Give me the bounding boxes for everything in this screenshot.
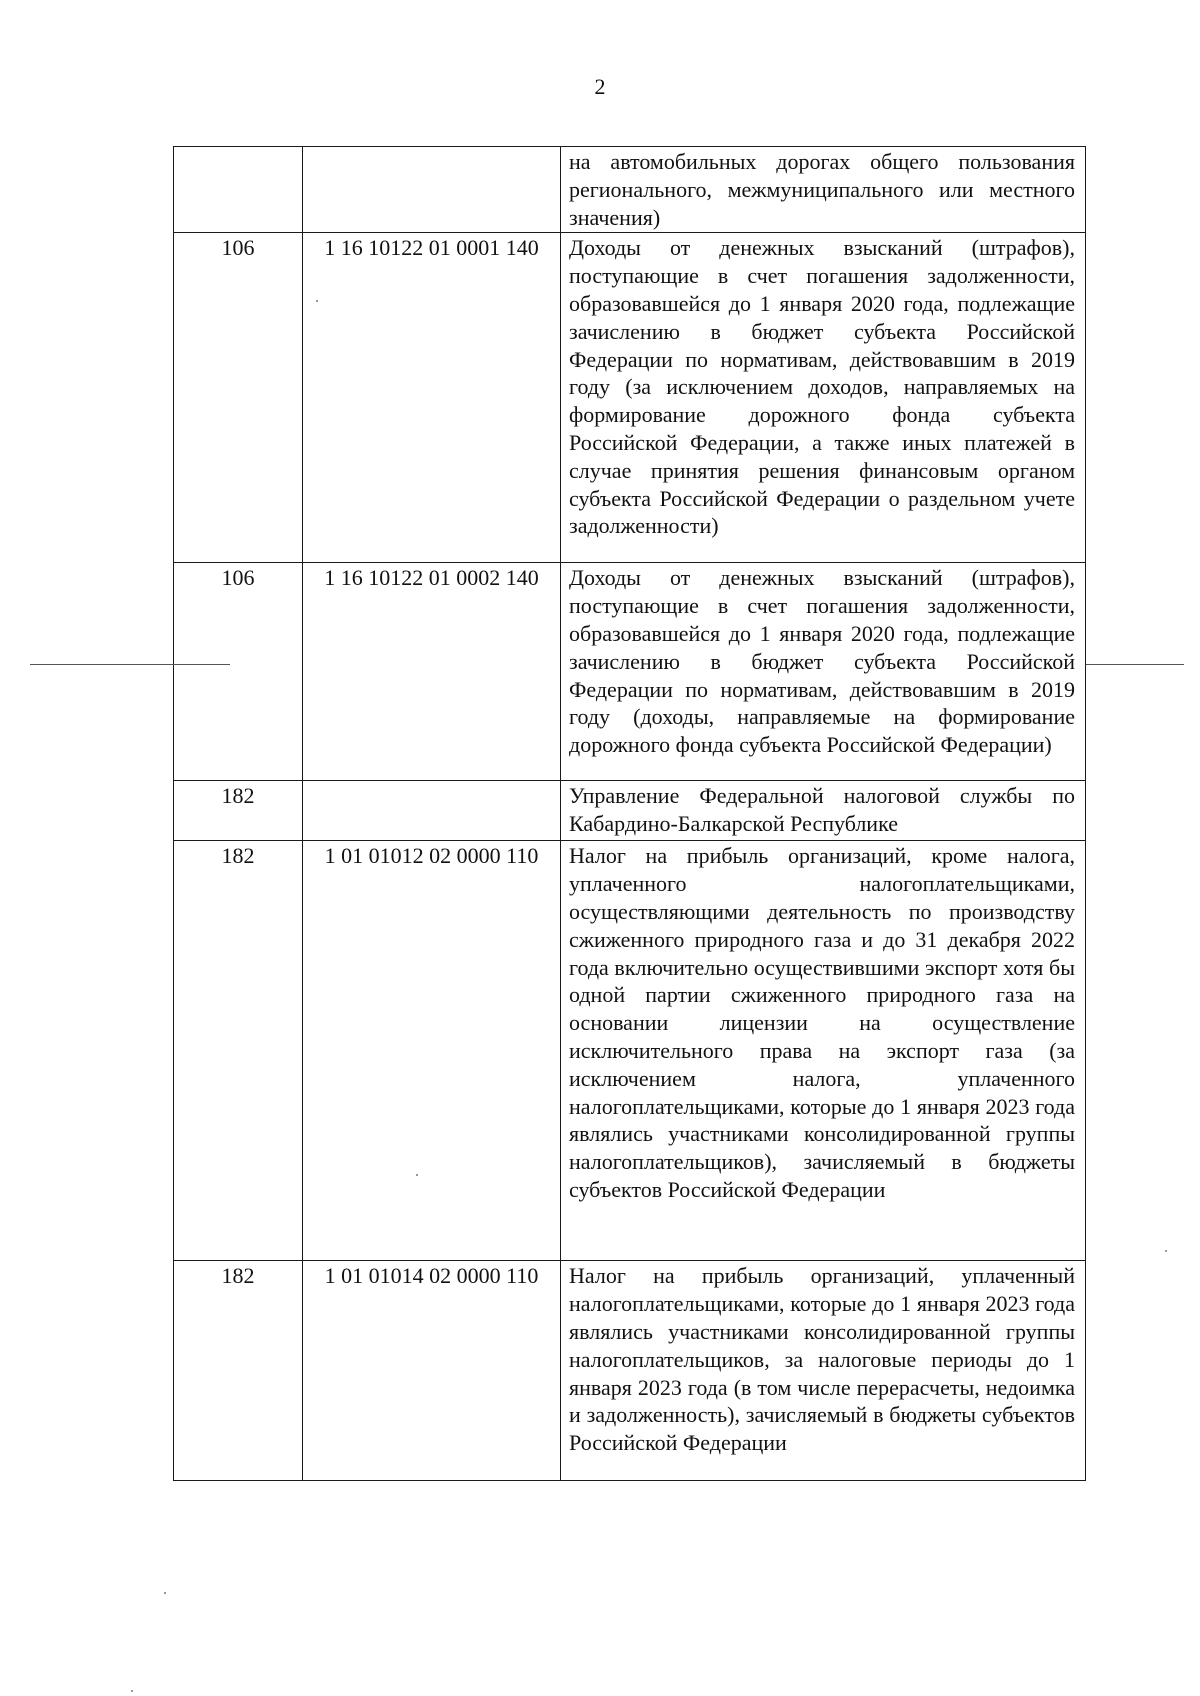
scan-speck: [1165, 1250, 1167, 1252]
admin-code-cell: 182: [174, 1261, 303, 1481]
admin-code-cell: 106: [174, 233, 303, 563]
revenue-codes-table: [173, 146, 1086, 1481]
revenue-name-text: Доходы от денежных взысканий (штрафов), поступающие в счет погашения задолженности, образовавшейся до 1 января 2020 года, подлежащие зачислению в бюджет субъекта Российской Федерации по нормативам, действовавшим в 2019 году (доходы, направляемые на формирование дорожного фонда субъекта Российской Федерации): [569, 565, 1075, 758]
table-row: [174, 563, 1086, 781]
revenue-code-cell: [303, 781, 561, 841]
scan-fold-line-right: [1086, 664, 1184, 665]
table-row: [174, 147, 1086, 233]
scan-fold-line-left: [30, 664, 230, 665]
revenue-name-cell: [561, 563, 1086, 781]
revenue-code-cell: [303, 147, 561, 233]
revenue-name-text: Налог на прибыль организаций, уплаченный налогоплательщиками, которые до 1 января 2023 года являлись участниками консолидированной группы налогоплательщиков, за налоговые периоды до 1 января 2023 года (в том числе перерасчеты, недоимка и задолженность), зачисляемый в бюджеты субъектов Российской Федерации: [569, 1263, 1075, 1456]
revenue-code-cell: 1 16 10122 01 0001 140: [303, 233, 561, 563]
revenue-code-cell: 1 01 01012 02 0000 110: [303, 841, 561, 1261]
scan-speck: [416, 1174, 418, 1176]
revenue-name-text: на автомобильных дорогах общего пользования регионального, межмуниципального или местного значения): [569, 149, 1075, 230]
revenue-name-cell: [561, 781, 1086, 841]
revenue-name-text: Налог на прибыль организаций, кроме налога, уплаченного налогоплательщиками, осуществляющими деятельность по производству сжиженного природного газа и до 31 декабря 2022 года включительно осуществившими экспорт хотя бы одной партии сжиженного природного газа на основании лицензии на осуществление исключительного права на экспорт газа (за исключением налога, уплаченного налогоплательщиками, которые до 1 января 2023 года являлись участниками консолидированной группы налогоплательщиков), зачисляемый в бюджеты субъектов Российской Федерации: [569, 843, 1075, 1202]
scan-speck: [164, 1592, 166, 1594]
admin-code-cell: 182: [174, 781, 303, 841]
admin-code-cell: 182: [174, 841, 303, 1261]
admin-code-cell: [174, 147, 303, 233]
table-row: [174, 233, 1086, 563]
revenue-name-cell: [561, 147, 1086, 233]
revenue-code-cell: 1 16 10122 01 0002 140: [303, 563, 561, 781]
revenue-name-text: Доходы от денежных взысканий (штрафов), поступающие в счет погашения задолженности, образовавшейся до 1 января 2020 года, подлежащие зачислению в бюджет субъекта Российской Федерации по нормативам, действовавшим в 2019 году (за исключением доходов, направляемых на формирование дорожного фонда субъекта Российской Федерации, а также иных платежей в случае принятия решения финансовым органом субъекта Российской Федерации о раздельном учете задолженности): [569, 235, 1075, 539]
revenue-code-cell: 1 01 01014 02 0000 110: [303, 1261, 561, 1481]
revenue-name-cell: [561, 841, 1086, 1261]
page-number: 2: [594, 74, 606, 99]
table-row: [174, 841, 1086, 1261]
table-row: [174, 781, 1086, 841]
scan-speck: [316, 300, 318, 302]
revenue-name-cell: [561, 1261, 1086, 1481]
scan-speck: [131, 1690, 133, 1692]
revenue-name-cell: [561, 233, 1086, 563]
table-row: [174, 1261, 1086, 1481]
admin-code-cell: 106: [174, 563, 303, 781]
revenue-name-text: Управление Федеральной налоговой службы по Кабардино-Балкарской Республике: [569, 783, 1075, 837]
